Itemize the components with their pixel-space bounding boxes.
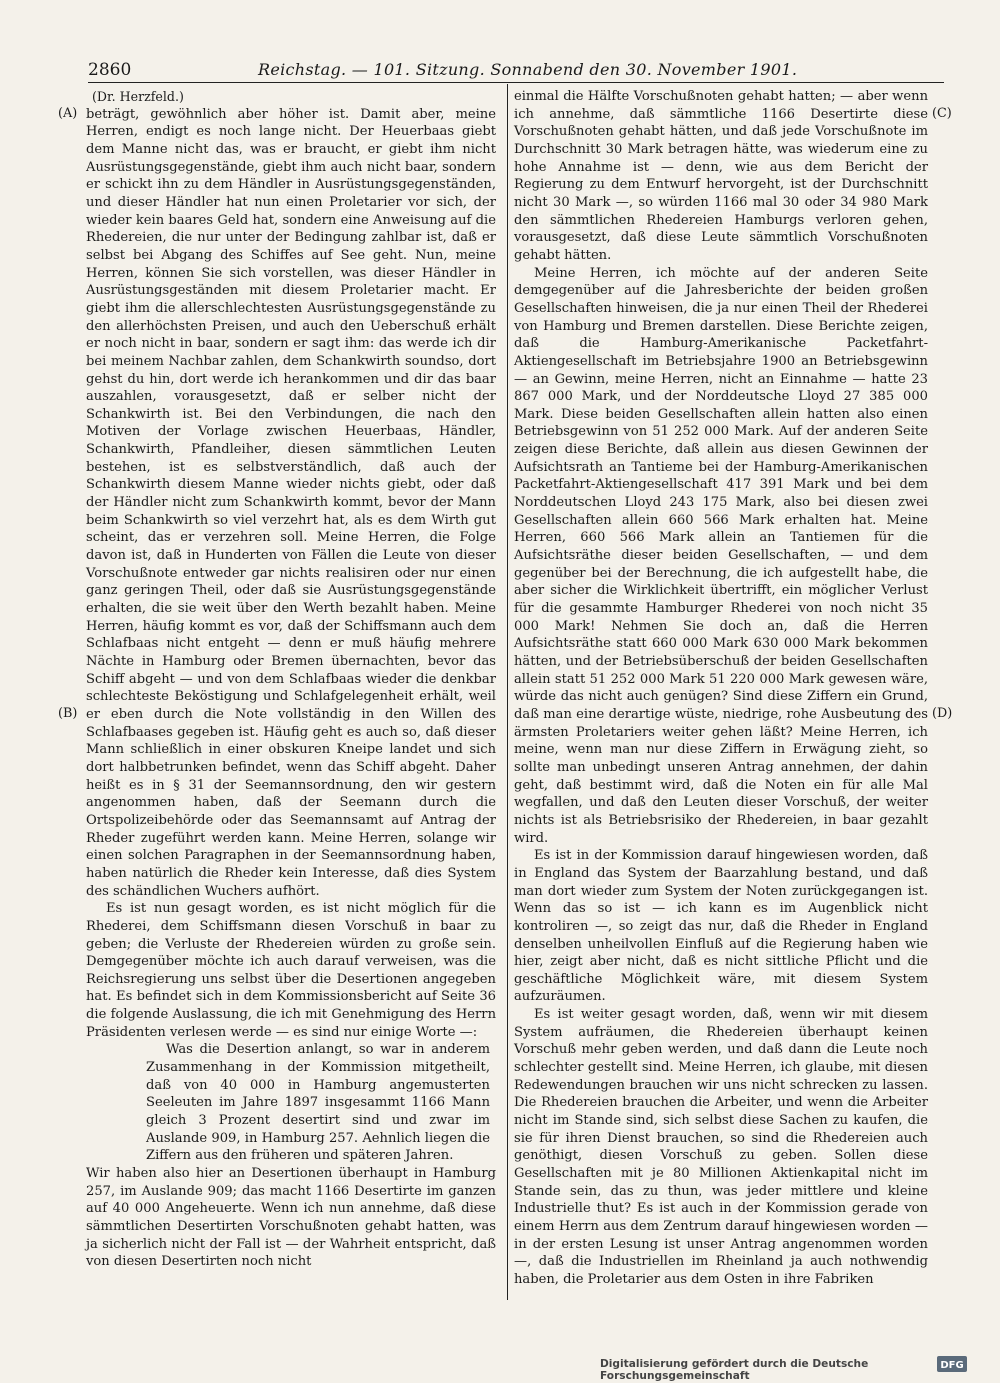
paragraph: Meine Herren, ich möchte auf der anderen Seite demgegenüber auf die Jahresberichte der beiden großen Gesellschaften hinweisen, die ja nur einen Theil der Rhederei von Hamburg und Bremen darstellen. Diese Berichte zeigen, daß die Hamburg-Amerikanische Packetfahrt-Aktiengesellschaft im Betriebsjahre 1900 an Betriebsgewinn — an Gewinn, meine Herren, nicht an Einnahme — hatte 23 867 000 Mark, und der Norddeutsche Lloyd 27 385 000 Mark. Diese beiden Gesellschaften allein hatten also einen Betriebsgewinn von 51 252 000 Mark. Auf der anderen Seite zeigen diese Berichte, daß allein aus diesen Gewinnen der Aufsichtsrath an Tantieme bei der Hamburg-Amerikanischen Packetfahrt-Aktiengesellschaft 417 391 Mark und bei dem Norddeutschen Lloyd 243 175 Mark, also bei diesen zwei Gesellschaften allein 660 566 Mark erhalten hat. Meine Herren, 660 566 Mark allein an Tantiemen für die Aufsichtsräthe dieser beiden Gesellschaften, — und dem gegenüber bei der Berechnung, die ich aufgestellt habe, die aber sicher die Wirklichkeit übertrifft, ein möglicher Verlust für die gesammte Hamburger Rhederei von noch nicht 35 000 Mark! Nehmen Sie doch an, daß die Herren Aufsichtsräthe statt 660 000 Mark 630 000 Mark bekommen hätten, und der Betriebsüberschuß der beiden Gesellschaften allein statt 51 252 000 Mark 51 220 000 Mark gewesen wäre, würde das nicht auch genügen? Sind diese Ziffern ein Grund, daß man eine derartige wüste, niedrige, rohe Ausbeutung des ärmsten Proletariers weiter gehen läßt? Meine Herren, ich meine, wenn man nur diese Ziffern in Erwägung zieht, so sollte man unbedingt unseren Antrag annehmen, der dahin geht, daß bestimmt wird, daß die Noten ein für alle Mal wegfallen, und daß den Leuten dieser Vorschuß, der weiter nichts ist als Betriebsrisiko der Rhedereien, in baar gezahlt wird. (514, 265, 928, 846)
paragraph: beträgt, gewöhnlich aber höher ist. Damit aber, meine Herren, endigt es noch lange nicht. Der Heuerbaas giebt dem Manne nicht das, was er braucht, er giebt ihm nicht Ausrüstungsgegenstände, giebt ihm auch nicht baar, sondern er schickt ihn zu dem Händler in Ausrüstungsgegenständen, und dieser Händler hat nun einen Proletarier vor sich, der wieder kein baares Geld hat, sondern eine Anweisung auf die Rhedereien, die nur unter der Bedingung zahlbar ist, daß er selbst bei Abgang des Schiffes auf See geht. Nun, meine Herren, können Sie sich vorstellen, was dieser Händler in Ausrüstungsgeständen mit diesem Proletarier macht. Er giebt ihm die allerschlechtesten Ausrüstungsgegenstände zu den allerhöchsten Preisen, und auch den Ueberschuß erhält er noch nicht in baar, sondern er sagt ihm: das werde ich dir bei meinem Nachbar zahlen, dem Schankwirth soundso, dort gehst du hin, dort werde ich herankommen und dir das baar auszahlen, vorausgesetzt, daß er selber nicht der Schankwirth ist. Bei den Verbindungen, die nach den Motiven der Vorlage zwischen Heuerbaas, Händler, Schankwirth, Pfandleiher, diesen sämmtlichen Leuten bestehen, ist es selbstverständlich, daß auch der Schankwirth diesem Manne wieder nichts giebt, oder daß der Händler nicht zum Schankwirth kommt, bevor der Mann beim Schankwirth so viel verzehrt hat, als es dem Wirth gut scheint, das er verzehren soll. Meine Herren, die Folge davon ist, daß in Hunderten von Fällen die Leute von dieser Vorschußnote entweder gar nichts realisiren oder nur einen ganz geringen Theil, oder daß sie Ausrüstungsgegenstände erhalten, die sie weit über den Werth bezahlt haben. Meine Herren, häufig kommt es vor, daß der Schiffsmann auch dem Schlafbaas nicht entgeht — denn er muß häufig mehrere Nächte in Hamburg oder Bremen übernachten, bevor das Schiff abgeht — und von dem Schlafbaas wieder die denkbar schlechteste Beköstigung und Schlafgelegenheit erhält, weil er eben durch die Note vollständig in den Willen des Schlafbaases gegeben ist. Häufig geht es auch so, daß dieser Mann schließlich in einer obskuren Kneipe landet und sich dort halbbetrunken befindet, wenn das Schiff abgeht. Daher heißt es in § 31 der Seemannsordnung, den wir gestern angenommen haben, daß der Seemann durch die Ortspolizeibehörde oder das Seemannsamt auf Antrag der Rheder zugeführt werden kann. Meine Herren, solange wir einen solchen Paragraphen in der Seemannsordnung haben, haben natürlich die Rheder kein Interesse, daß dies System des schändlichen Wuchers aufhört. (86, 106, 496, 899)
margin-letter-c: (C) (932, 106, 952, 121)
paragraph: einmal die Hälfte Vorschußnoten gehabt hatten; — aber wenn ich annehme, daß sämmtliche 1166 Desertirte diese Vorschußnoten gehabt hätten, und daß jede Vorschußnote im Durchschnitt 30 Mark betragen hätte, was wiederum eine zu hohe Annahme ist — denn, wie aus dem Bericht der Regierung zu dem Entwurf hervorgeht, ist der Durchschnitt nicht 30 Mark —, so würden 1166 mal 30 oder 34 980 Mark den sämmtlichen Rhedereien Hamburgs verloren gehen, vorausgesetzt, daß diese Leute sämmtlich Vorschußnoten gehabt hätten. (514, 89, 928, 263)
speaker-label: (Dr. Herzfeld.) (92, 89, 184, 104)
column-divider (507, 84, 508, 1300)
running-title: Reichstag. — 101. Sitzung. Sonnabend den 30. November 1901. (258, 60, 798, 79)
paragraph: Es ist in der Kommission darauf hingewiesen worden, daß in England das System der Baarzahlung bestand, und daß man dort wieder zum System der Noten zurückgegangen ist. Wenn das so ist — ich kann es im Augenblick nicht kontroliren —, so zeigt das nur, daß die Rheder in England denselben unheilvollen Einfluß auf die Regierung haben wie hier, zeigt aber nicht, daß es nicht sittliche Pflicht und die geschäftliche Möglichkeit wäre, mit diesem System aufzuräumen. (514, 848, 928, 1005)
digitization-footer (600, 1356, 970, 1382)
dfg-logo-icon (937, 1356, 967, 1372)
margin-letter-d: (D) (932, 706, 953, 721)
page-number: 2860 (88, 60, 132, 80)
footer-text: Digitalisierung gefördert durch die Deutsche Forschungsgemeinschaft (600, 1358, 869, 1382)
paragraph: Es ist nun gesagt worden, es ist nicht möglich für die Rhederei, dem Schiffsmann diesen Vorschuß in baar zu geben; die Verluste der Rhedereien würden zu große sein. Demgegenüber möchte ich auch darauf verweisen, was die Reichsregierung uns selbst über die Desertionen angegeben hat. Es befindet sich in dem Kommissionsbericht auf Seite 36 die folgende Auslassung, die ich mit Genehmigung des Herrn Präsidenten verlesen werde — es sind nur einige Worte —: (86, 901, 496, 1040)
paragraph: Es ist weiter gesagt worden, daß, wenn wir mit diesem System aufräumen, die Rhedereien überhaupt keinen Vorschuß mehr geben werden, und daß dann die Leute noch schlechter gestellt sind. Meine Herren, ich glaube, mit diesen Redewendungen brauchen wir uns nicht schrecken zu lassen. Die Rhedereien brauchen die Arbeiter, und wenn die Arbeiter nicht im Stande sind, sich selbst diese Sachen zu kaufen, die sie für ihren Dienst brauchen, so sind die Rhedereien auch genöthigt, diesen Vorschuß zu geben. Sollen diese Gesellschaften mit je 80 Millionen Aktienkapital nicht im Stande sein, das zu thun, was jeder mittlere und kleine Industrielle thut? Es ist auch in der Kommission gerade von einem Herrn aus dem Zentrum darauf hingewiesen worden — in der ersten Lesung ist unser Antrag angenommen worden —, daß die Industriellen im Rheinland ja auch nothwendig haben, die Proletarier aus dem Osten in ihre Fabriken (514, 1007, 928, 1287)
left-column (86, 88, 496, 1271)
header-rule (88, 82, 944, 83)
page-header (88, 58, 944, 82)
margin-letter-b: (B) (58, 706, 78, 721)
dfg-logo-text: DFG (940, 1360, 964, 1371)
quote-text: Was die Desertion anlangt, so war in anderem Zusammenhang in der Kommission mitgetheilt, daß von 40 000 in Hamburg angemusterten Seeleuten im Jahre 1897 insgesammt 1166 Mann gleich 3 Prozent desertirt sind und zwar im Auslande 909, in Hamburg 257. Aehnlich liegen die Ziffern aus den früheren und späteren Jahren. (146, 1042, 490, 1164)
block-quote (146, 1041, 490, 1165)
right-column (514, 88, 928, 1289)
paragraph: Wir haben also hier an Desertionen überhaupt in Hamburg 257, im Auslande 909; das macht 1166 Desertirte im ganzen auf 40 000 Angeheuerte. Wenn ich nun annehme, daß diese sämmtlichen Desertirten Vorschußnoten gehabt hatten, was ja sicherlich nicht der Fall ist — der Wahrheit entspricht, daß von diesen Desertirten noch nicht (86, 1166, 496, 1270)
margin-letter-a: (A) (58, 106, 78, 121)
